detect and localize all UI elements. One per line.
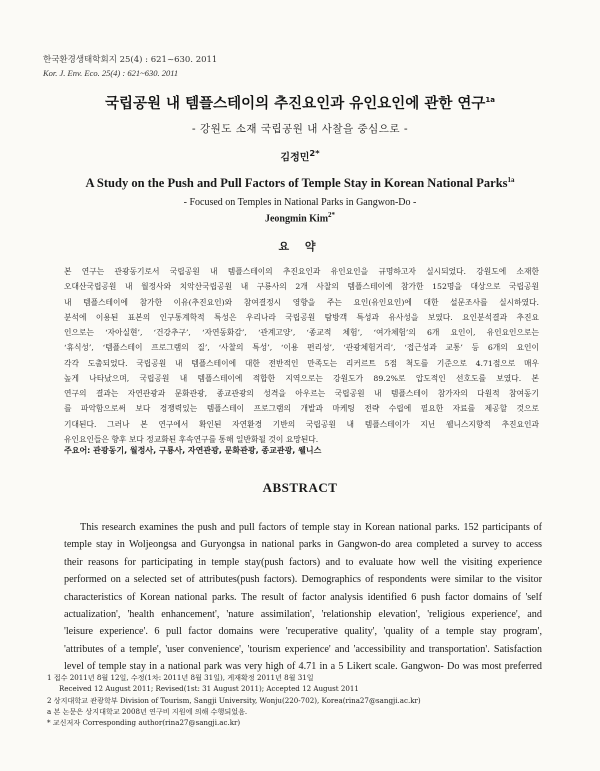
- english-abstract-line: This research examines the push and pull factors of temple stay in Korean national parks. 152 participants of: [80, 522, 542, 533]
- english-abstract-line: 'attributes of a temple', 'user convenience', 'tourism experience' and 'accessibility and transportation'. Satisfaction: [64, 643, 542, 655]
- journal-citation-kr: 한국환경생태학회지 25(4) : 621~630. 2011: [43, 55, 218, 65]
- journal-citation-en: Kor. J. Env. Eco. 25(4) : 621~630. 2011: [43, 68, 179, 78]
- korean-abstract-line: 내 템플스테이에 참가한 이유(추진요인)와 참여결정시 영향을 주는 요인(유인요인)에 대한 설문조사를 실시하였다.: [64, 297, 539, 307]
- korean-abstract-line: 높게 나타났으며, 국립공원 내 템플스테이에 적합한 지역으로는 강원도가 89.2%로 압도적인 선호도를 보였다. 본: [64, 373, 539, 383]
- korean-title: [0, 92, 600, 113]
- korean-title-mark: 1a: [485, 96, 496, 105]
- footnote-received-en: Received 12 August 2011; Revised(1st: 31 August 2011); Accepted 12 August 2011: [59, 684, 359, 694]
- english-author-name: Jeongmin Kim: [264, 213, 329, 225]
- footnotes: [47, 672, 557, 728]
- footnote-funding: a 본 논문은 상지대학교 2008년 연구비 지원에 의해 수행되었음.: [47, 706, 248, 716]
- english-title: [0, 176, 600, 191]
- english-title-mark: 1a: [507, 176, 515, 184]
- korean-title-text: 국립공원 내 템플스테이의 추진요인과 유인요인에 관한 연구: [104, 96, 486, 112]
- english-author: [0, 211, 600, 224]
- english-title-text: A Study on the Push and Pull Factors of Temple Stay in Korean National Parks: [85, 176, 508, 191]
- english-abstract-line: characteristics of Korean national parks. The result of factor analysis identified 6 push factor domains of 'self: [64, 591, 542, 603]
- english-subtitle: - Focused on Temples in National Parks in Gangwon-Do -: [183, 197, 417, 208]
- footnote-corresponding-author: * 교신저자 Corresponding author(rina27@sangji.ac.kr): [47, 718, 241, 728]
- korean-abstract-line: 연구의 결과는 자연관광과 문화관광, 종교관광의 성격을 아우르는 국립공원 내 템플스테이 참가자의 다원적 참여동기: [64, 389, 539, 398]
- english-abstract-line: performed on a selected set of attributes(push factors). Demographics of respondents were similar to the visitor: [64, 574, 542, 586]
- korean-abstract: [64, 264, 539, 447]
- korean-abstract-line: 를 파악함으로써 보다 경쟁력있는 템플스테이 프로그램의 개발과 마케팅 전략 수립에 필요한 자료를 제공할 것으로: [64, 404, 539, 414]
- english-abstract-line: actualization', 'health enhancement', 'nature assimilation', 'relationship elevation', 'religious experience', and: [64, 608, 542, 620]
- korean-abstract-line: 유인요인들은 향후 보다 정교화된 후속연구를 통해 일반화될 것이 요망된다.: [64, 434, 319, 444]
- korean-abstract-line: 분석에 이용된 표본의 인구통계학적 특성은 우리나라 국립공원 탐방객 특성과 유사성을 보였다. 요인분석결과 추진요: [64, 312, 539, 322]
- journal-header: [43, 54, 217, 80]
- korean-subtitle: - 강원도 소재 국립공원 내 사찰을 중심으로 -: [191, 123, 409, 135]
- korean-author-name: 김정민: [280, 152, 310, 164]
- korean-author-mark: 2*: [309, 148, 320, 158]
- english-abstract-line: level of temple stay in a national park was very high of 4.71 in a 5 Likert scale. Gangwon- Do was most preferred: [64, 661, 542, 673]
- korean-abstract-line: 각각 도출되었다. 국립공원 내 템플스테이에 대한 전반적인 만족도는 리커르트 5점 척도를 기준으로 4.71점으로 매우: [64, 358, 539, 368]
- abstract-heading: ABSTRACT: [262, 480, 338, 495]
- footnote-affiliation: 2 상지대학교 관광학부 Division of Tourism, Sangji University, Wonju(220-702), Korea(rina27@sangji.ac.kr): [47, 695, 421, 705]
- korean-abstract-line: 오대산국립공원 내 월정사와 치악산국립공원 내 구룡사의 2개 사찰의 템플스테이에 참가한 152명을 대상으로 국립공원: [64, 282, 539, 292]
- korean-abstract-line: 인으로는 ‘자아실현’, ‘건강추구’, ‘자연동화감’, ‘관계고양’, ‘종교적 체험’, ‘여가체험’의 6개 요인이, 유인요인으로는: [64, 328, 539, 337]
- english-abstract-line: their reasons for participating in temple stay(push factors) and to evaluate how well the visiting experience: [64, 556, 542, 568]
- english-author-mark: 2*: [328, 211, 336, 219]
- english-abstract-line: temple stay in Woljeongsa and Guryongsa in national parks in Gangwon-do area completed a survey to access: [64, 539, 542, 551]
- footnote-received-kr: 1 접수 2011년 8월 12일, 수정(1차: 2011년 8월 31일), 게재확정 2011년 8월 31일: [47, 673, 314, 682]
- korean-abstract-line: 본 연구는 관광동기로서 국립공원 내 템플스테이의 추진요인과 유인요인을 규명하고자 실시되었다. 강원도에 소재한: [64, 267, 539, 276]
- korean-abstract-line: 기대된다. 그러나 본 연구에서 확인된 자연환경 기반의 국립공원 내 템플스테이가 지닌 웰니스지향적 추진요인과: [64, 419, 539, 429]
- korean-keywords: 주요어: 관광동기, 월정사, 구룡사, 자연관광, 문화관광, 종교관광, 웰니스: [64, 446, 322, 455]
- korean-abstract-heading: 요 약: [278, 240, 322, 253]
- korean-author: [0, 148, 600, 163]
- korean-abstract-line: ‘휴식성’, ‘템플스테이 프로그램의 질’, ‘사찰의 특성’, ‘이용 편리성’, ‘관광체험거리’, ‘접근성과 교통’ 등 6개의 요인이: [64, 343, 539, 353]
- english-abstract: [64, 519, 542, 676]
- english-abstract-line: 'leisure experience'. 6 pull factor domains were 'recuperative quality', 'quality of a temple stay program',: [64, 626, 542, 638]
